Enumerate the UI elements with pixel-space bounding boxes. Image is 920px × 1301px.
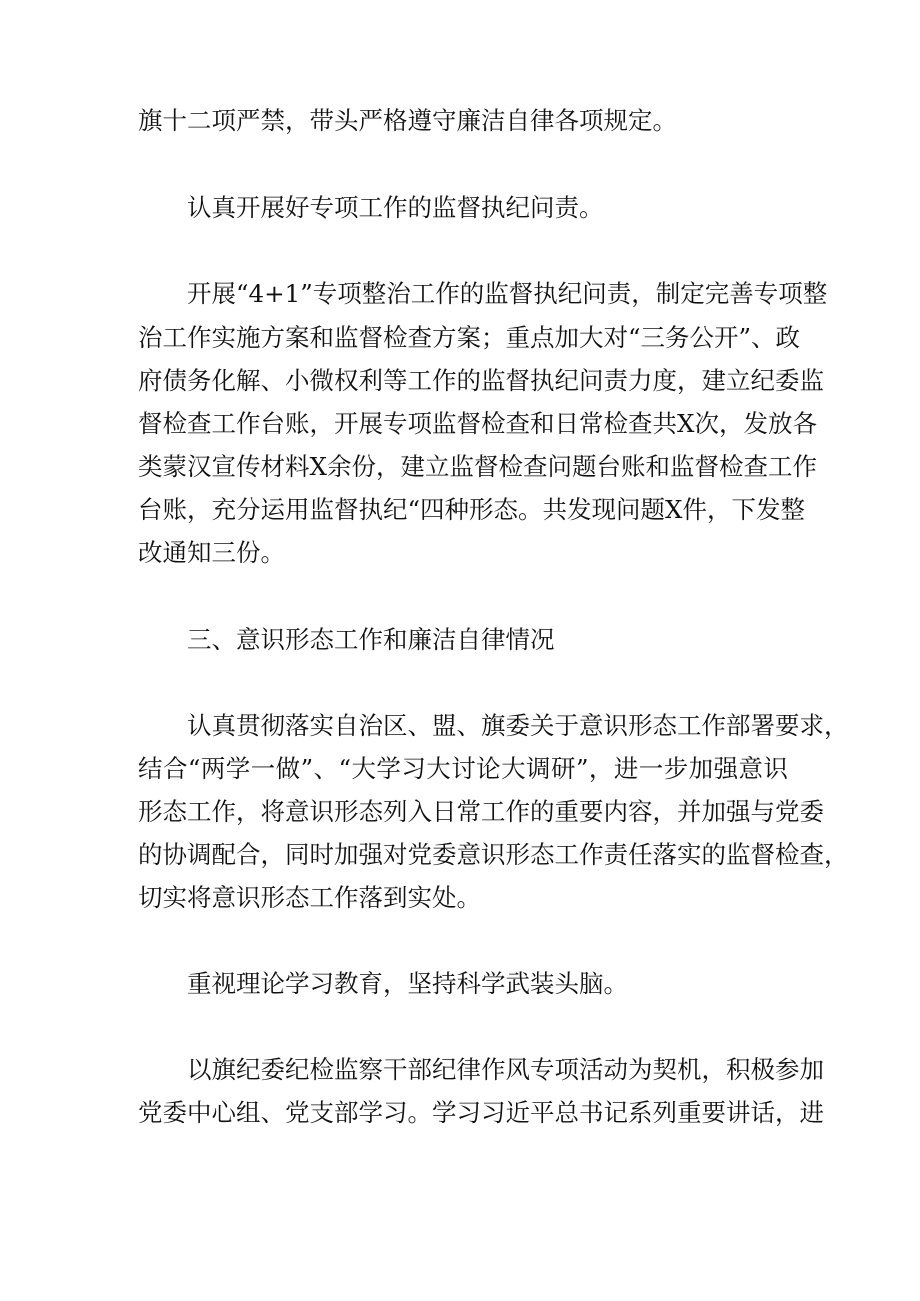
paragraph-line: 府债务化解、小微权利等工作的监督执纪问责力度，建立纪委监 (138, 366, 824, 395)
paragraph-line: 旗十二项严禁，带头严格遵守廉洁自律各项规定。 (138, 106, 677, 135)
paragraph-line: 开展“4+1”专项整治工作的监督执纪问责，制定完善专项整 (187, 279, 828, 308)
paragraph-line: 以旗纪委纪检监察干部纪律作风专项活动为契机，积极参加 (187, 1055, 824, 1084)
paragraph-line: 党委中心组、党支部学习。学习习近平总书记系列重要讲话，进 (138, 1098, 824, 1127)
paragraph-line: 台账，充分运用监督执纪“四种形态。共发现问题X件，下发整 (138, 495, 805, 524)
paragraph-line: 认真贯彻落实自治区、盟、旗委关于意识形态工作部署要求， (187, 711, 849, 740)
section-heading: 三、意识形态工作和廉洁自律情况 (187, 625, 555, 654)
paragraph-line: 切实将意识形态工作落到实处。 (138, 883, 481, 912)
paragraph-line: 改通知三份。 (138, 538, 285, 567)
paragraph-line: 治工作实施方案和监督检查方案；重点加大对“三务公开”、政 (138, 323, 801, 352)
paragraph-line: 结合“两学一做”、“大学习大讨论大调研”，进一步加强意识 (138, 754, 788, 783)
paragraph-line: 的协调配合，同时加强对党委意识形态工作责任落实的监督检查， (138, 840, 849, 869)
paragraph-heading: 重视理论学习教育，坚持科学武装头脑。 (187, 969, 628, 998)
paragraph-line: 督检查工作台账，开展专项监督检查和日常检查共X次，发放各 (138, 409, 817, 438)
paragraph-line: 类蒙汉宣传材料X余份，建立监督检查问题台账和监督检查工作 (138, 452, 817, 481)
paragraph-heading: 认真开展好专项工作的监督执纪问责。 (187, 193, 604, 222)
paragraph-line: 形态工作，将意识形态列入日常工作的重要内容，并加强与党委 (138, 797, 824, 826)
